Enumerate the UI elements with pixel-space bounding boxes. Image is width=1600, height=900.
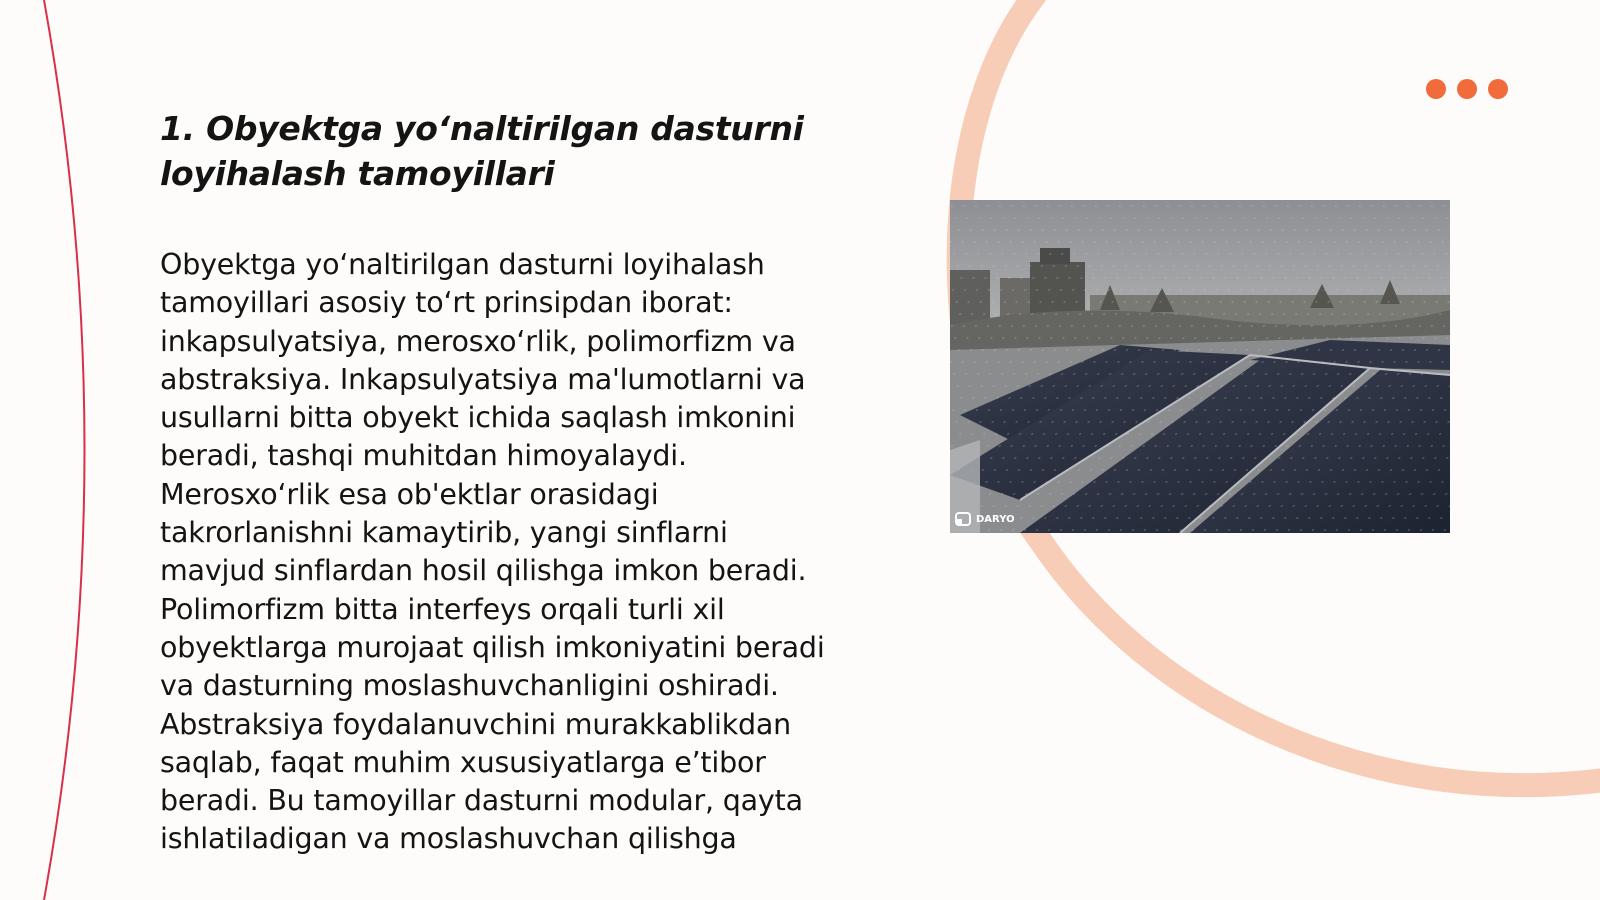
daryo-logo-icon (955, 512, 971, 526)
solar-panels-image (950, 200, 1450, 533)
slide-title: 1. Obyektga yo‘naltirilgan dasturni loyihalash tamoyillari (160, 109, 804, 193)
slide-body-text: Obyektga yo‘naltirilgan dasturni loyihalash tamoyillari asosiy to‘rt prinsipdan iborat: inkapsulyatsiya, merosxo‘rlik, polimorfizm va abstraksiya. Inkapsulyatsiya ma'lumotlarni va usullarni bitta obyekt ichida saqlash imkonini beradi, tashqi muhitdan himoyalaydi. Merosxo‘rlik esa ob'ektlar orasidagi takrorlanishni kamaytirib, yangi sinflarni mavjud sinflardan hosil qilishga imkon beradi. Polimorfizm bitta interfeys orqali turli xil obyektlarga murojaat qilish imkoniyatini beradi va dasturning moslashuvchanligini oshiradi. Abstraksiya foydalanuvchini murakkablikdan saqlab, faqat muhim xususiyatlarga e’tibor beradi. Bu tamoyillar dasturni modular, qayta ishlatiladigan va moslashuvchan qilishga (160, 248, 825, 856)
dot (1426, 79, 1446, 99)
dot (1488, 79, 1508, 99)
watermark-text: DARYO (976, 513, 1015, 525)
image-watermark (955, 512, 1015, 526)
solar-panels-photo (950, 200, 1450, 533)
dot (1457, 79, 1477, 99)
left-red-arc (44, 0, 85, 900)
menu-dots-icon (1426, 79, 1508, 99)
